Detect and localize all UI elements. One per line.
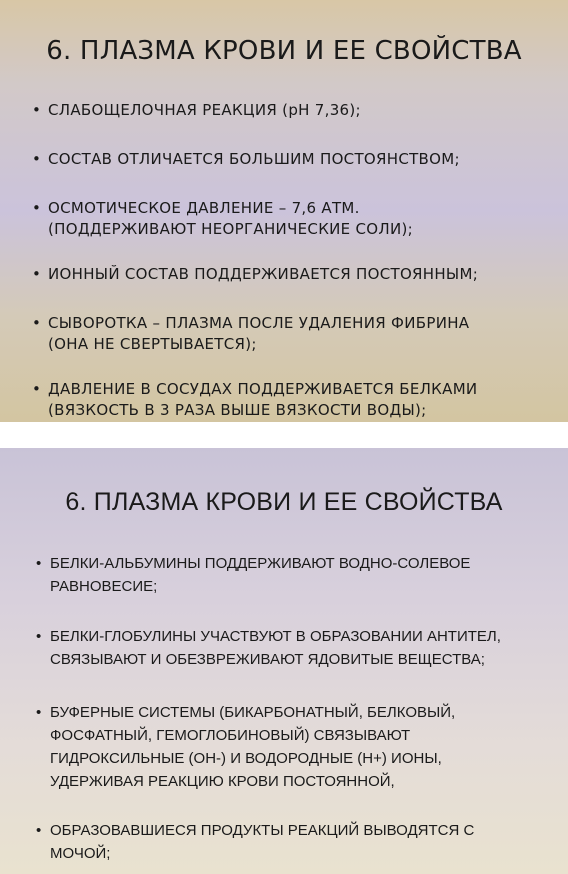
text-line: РАВНОВЕСИЕ; [50,578,158,595]
list-item [32,100,552,121]
text-line: МОЧОЙ; [50,845,111,862]
text-line: СЛАБОЩЕЛОЧНАЯ РЕАКЦИЯ (pH 7,36); [48,101,361,119]
list-item [36,701,546,793]
slide-title: 6. ПЛАЗМА КРОВИ И ЕЕ СВОЙСТВА [46,36,522,66]
bullet-icon: • [32,314,42,332]
text-line: ДАВЛЕНИЕ В СОСУДАХ ПОДДЕРЖИВАЕТСЯ БЕЛКАМИ [48,380,478,398]
bullet-icon: • [32,150,42,168]
text-line: БУФЕРНЫЕ СИСТЕМЫ (БИКАРБОНАТНЫЙ, БЕЛКОВЫЙ, [50,704,456,721]
list-item [36,819,546,865]
list-item-text [32,198,552,240]
bullet-icon: • [32,101,42,119]
list-item-text [36,625,546,671]
list-item-text [32,149,552,170]
list-item [32,198,552,240]
bullet-icon: • [36,822,42,839]
bullet-icon: • [32,199,42,217]
list-item [32,149,552,170]
list-item [32,264,552,285]
text-line: СВЯЗЫВАЮТ И ОБЕЗВРЕЖИВАЮТ ЯДОВИТЫЕ ВЕЩЕСТВА; [50,651,485,668]
list-item-text [36,701,546,793]
list-item-text [36,552,546,598]
bullet-icon: • [36,555,42,572]
text-line: (ВЯЗКОСТЬ В 3 РАЗА ВЫШЕ ВЯЗКОСТИ ВОДЫ); [48,401,427,419]
bullet-icon: • [32,265,42,283]
slide-bottom [0,448,568,874]
text-line: БЕЛКИ-АЛЬБУМИНЫ ПОДДЕРЖИВАЮТ ВОДНО-СОЛЕВОЕ [50,555,471,572]
text-line: ФОСФАТНЫЙ, ГЕМОГЛОБИНОВЫЙ) СВЯЗЫВАЮТ [50,727,411,744]
bullet-icon: • [36,628,42,645]
list-item [32,313,552,355]
bullet-icon: • [32,380,42,398]
list-item [36,552,546,598]
text-line: ОБРАЗОВАВШИЕСЯ ПРОДУКТЫ РЕАКЦИЙ ВЫВОДЯТСЯ С [50,822,475,839]
list-item-text [32,313,552,355]
text-line: ИОННЫЙ СОСТАВ ПОДДЕРЖИВАЕТСЯ ПОСТОЯННЫМ; [48,265,479,283]
text-line: СОСТАВ ОТЛИЧАЕТСЯ БОЛЬШИМ ПОСТОЯНСТВОМ; [48,150,460,168]
bullet-icon: • [36,704,42,721]
text-line: БЕЛКИ-ГЛОБУЛИНЫ УЧАСТВУЮТ В ОБРАЗОВАНИИ АНТИТЕЛ, [50,628,501,645]
text-line: ОСМОТИЧЕСКОЕ ДАВЛЕНИЕ – 7,6 АТМ. [48,199,360,217]
list-item-text [36,819,546,865]
text-line: СЫВОРОТКА – ПЛАЗМА ПОСЛЕ УДАЛЕНИЯ ФИБРИНА [48,314,470,332]
list-item-text [32,100,552,121]
slide-title: 6. ПЛАЗМА КРОВИ И ЕЕ СВОЙСТВА [65,488,503,516]
text-line: (ОНА НЕ СВЕРТЫВАЕТСЯ); [48,335,257,353]
list-item-text [32,379,552,421]
list-item [36,625,546,671]
text-line: ГИДРОКСИЛЬНЫЕ (ОН-) И ВОДОРОДНЫЕ (Н+) ИОНЫ, [50,750,442,767]
text-line: (ПОДДЕРЖИВАЮТ НЕОРГАНИЧЕСКИЕ СОЛИ); [48,220,414,238]
slide-top [0,0,568,422]
text-line: УДЕРЖИВАЯ РЕАКЦИЮ КРОВИ ПОСТОЯННОЙ, [50,773,395,790]
list-item-text [32,264,552,285]
list-item [32,379,552,421]
